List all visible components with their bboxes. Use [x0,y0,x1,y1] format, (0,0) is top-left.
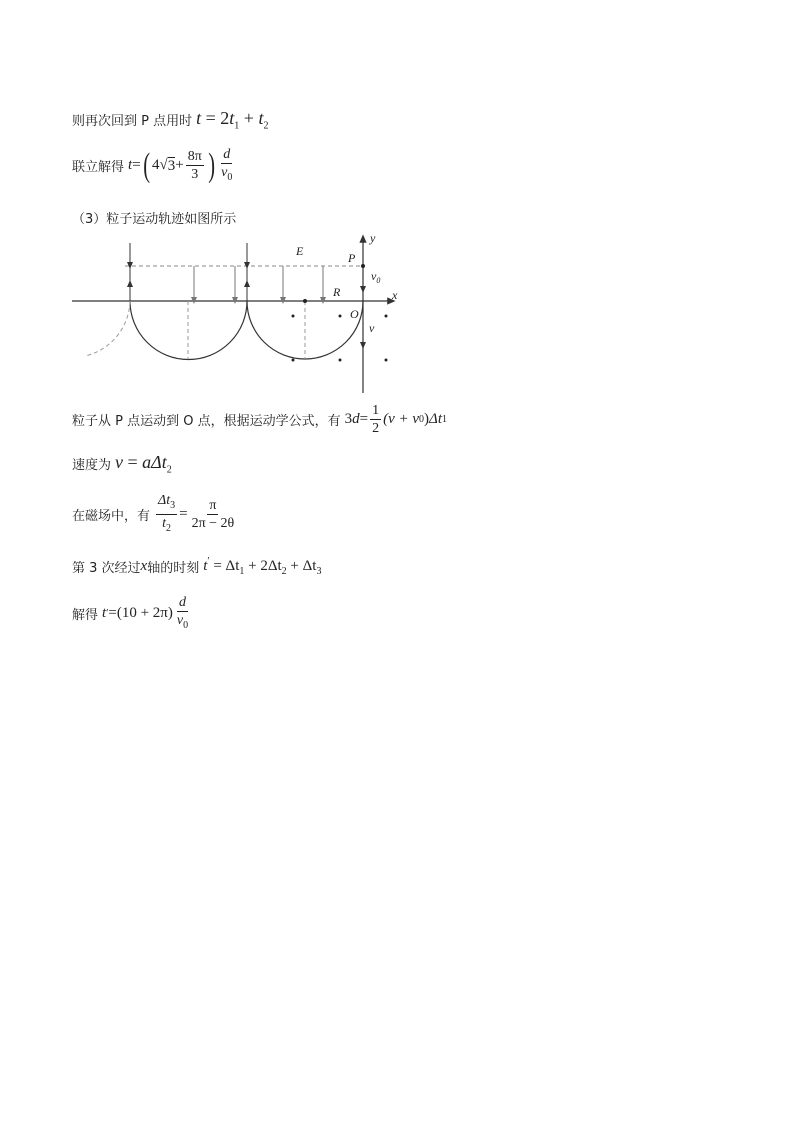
line-solve-t [72,146,236,186]
line-final-answer [72,594,192,634]
text2: 轴的时刻 [147,561,200,576]
field-dot [339,359,342,362]
formula: t ′ = (10 + 2π) $\frac{d}{v_0}$ [102,595,189,631]
formula: $t' = \Delta t_1 + 2\Delta t_2 + \Delta t_3$ [203,556,322,577]
line-return-time [72,108,268,132]
label-o: O [350,307,359,321]
text: 粒子从 P 点运动到 O 点，根据运动学公式，有 [72,414,341,429]
point-p [361,264,365,268]
formula: $\frac{\Delta t_3}{t_2}$ = $\frac{\pi}{2\pi - 2\theta}$ [158,493,235,534]
formula: t = ( 4 √ 3 + $\frac{8\pi}{3}$ ) $\frac{d}{v_0}$ [128,146,233,184]
field-dot [385,315,388,318]
text: 解得 [72,608,99,624]
trajectory-diagram [70,228,410,398]
field-dot [385,359,388,362]
label-y: y [370,231,376,245]
text: 在磁场中，有 [72,508,151,524]
line-velocity [72,452,172,476]
field-dot [339,315,342,318]
arc-dashed [85,301,130,356]
formula: v = aΔt$_2$ [115,452,172,476]
label-v: v [369,321,375,335]
label-v0: $v_0$ [371,269,381,285]
line-kinematics [72,402,447,437]
line-third-crossing: 第 3 次经过 x 轴的时刻 $t' = \Delta t_1 + 2\Delta t_2 + \Delta t_3$ [72,556,322,577]
text: （3）粒子运动轨迹如图所示 [72,212,237,227]
label-r: R [333,285,341,299]
label-x: x [392,288,398,302]
formula: 3 d = $\frac{1}{2}$ (v + v 0 ) Δt 1 [344,403,447,436]
text: 第 3 次经过 [72,561,141,576]
label-e: E [296,244,304,258]
text: 则再次回到 P 点用时 [72,114,193,130]
formula: $t = 2t_1 + t_2$ [196,108,269,132]
field-dot [292,359,295,362]
text: 联立解得 [72,160,125,176]
field-dot [292,315,295,318]
line-magnetic [72,492,238,537]
text: 速度为 [72,458,112,474]
center-point [303,299,307,303]
line-trajectory-caption [72,208,236,227]
label-p: P [348,251,356,265]
